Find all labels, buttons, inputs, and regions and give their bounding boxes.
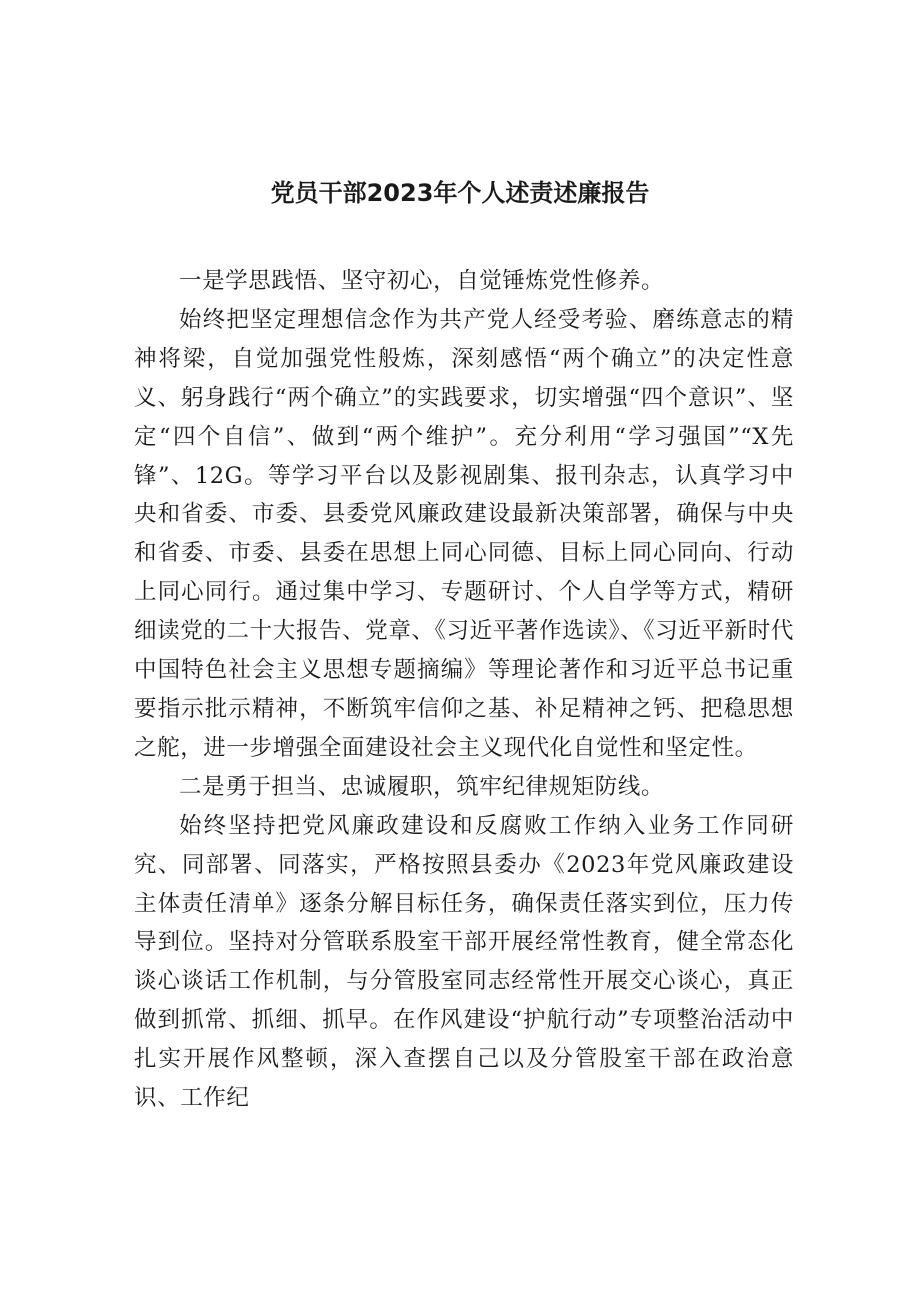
body-paragraph-2: 始终坚持把党风廉政建设和反腐败工作纳入业务工作同研究、同部署、同落实，严格按照县委办《2023年党风廉政建设主体责任清单》逐条分解目标任务，确保责任落实到位，压力传导到位。坚持对分管联系股室干部开展经常性教育，健全常态化谈心谈话工作机制，与分管股室同志经常性开展交心谈心，真正做到抓常、抓细、抓早。在作风建设“护航行动”专项整治活动中扎实开展作风整顿，深入查摆自己以及分管股室干部在政治意识、工作纪	[134, 812, 794, 1112]
section-heading-2: 二是勇于担当、忠诚履职，筑牢纪律规矩防线。	[179, 773, 665, 800]
body-paragraph-1: 始终把坚定理想信念作为共产党人经受考验、磨练意志的精神将梁，自觉加强党性般炼，深刻感悟“两个确立”的决定性意义、躬身践行“两个确立”的实践要求，切实增强“四个意识”、坚定“四个自信”、做到“两个维护”。充分利用“学习强国”“X先锋”、12G。等学习平台以及影视剧集、报刊杂志，认真学习中央和省委、市委、县委党风廉政建设最新决策部署，确保与中央和省委、市委、县委在思想上同心同德、目标上同心同向、行动上同心同行。通过集中学习、专题研讨、个人自学等方式，精研细读党的二十大报告、党章、《习近平著作选读》、《习近平新时代中国特色社会主义思想专题摘编》等理论著作和习近平总书记重要指示批示精神，不断筑牢信仰之基、补足精神之钙、把稳思想之舵，进一步增强全面建设社会主义现代化自觉性和坚定性。	[134, 306, 794, 761]
section-heading-1: 一是学思践悟、坚守初心，自觉锤炼党性修养。	[179, 268, 665, 294]
document-title: 党员干部2023年个人述责述廉报告	[270, 179, 650, 207]
document-body	[134, 262, 794, 1118]
